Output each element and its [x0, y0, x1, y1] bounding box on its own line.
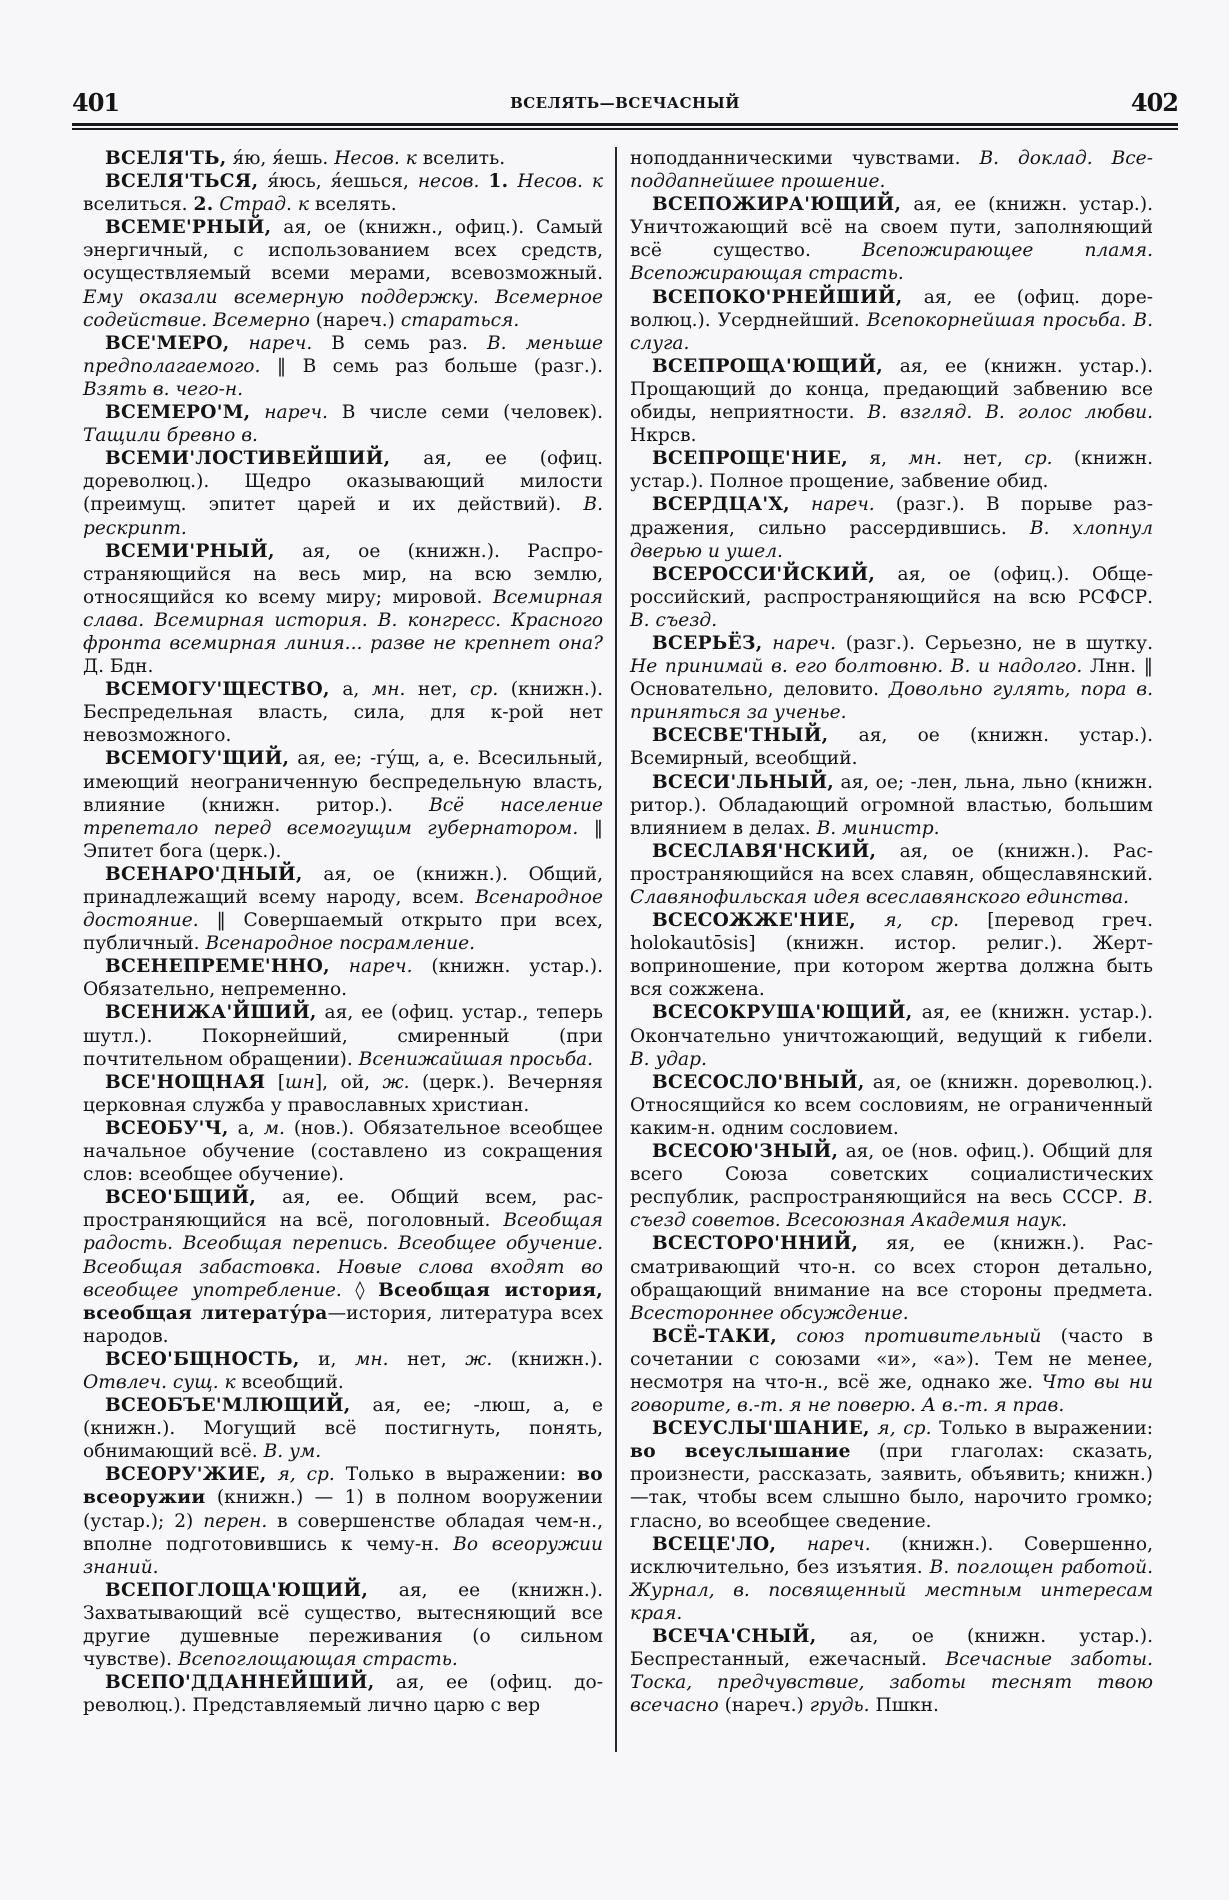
entry-italic-text: В. доклад. Всеподдапнейшее прошение.	[630, 148, 1153, 193]
entry-italic-text: В. министр.	[816, 817, 940, 839]
entry-italic-text: нареч.	[264, 402, 328, 424]
entry-bold-text: ВСЕМОГУ'ЩИЙ,	[105, 748, 290, 770]
entry-text: Д. Бдн.	[83, 656, 154, 678]
dictionary-entry	[630, 1140, 1153, 1232]
entry-bold-text: ВСЕЛЯ'ТЬСЯ,	[105, 171, 259, 193]
entry-bold-text: ВСЕ'НОЩНАЯ	[105, 1071, 266, 1093]
entry-text	[508, 171, 517, 192]
entry-text: ая, ее. Общий всем, распространяющийся на всё, поголовный.	[83, 1187, 603, 1232]
entry-italic-text: я, ср.	[877, 1418, 932, 1440]
dictionary-entry	[630, 1325, 1153, 1417]
entry-text: В семь раз.	[312, 332, 487, 354]
entry-text	[267, 1464, 278, 1485]
dictionary-entry	[630, 355, 1153, 447]
entry-text: (часто в сочетании с союзами «и», «а»). Тем не менее, несмотря на что-н., всё же, однако же.	[630, 1325, 1153, 1393]
entry-italic-text: нареч.	[348, 956, 413, 978]
entry-bold-text: ВСЕНАРО'ДНЫЙ,	[105, 863, 303, 885]
entry-text: ‖ В семь раз больше (разг.).	[260, 355, 603, 377]
entry-bold-text: ВСЕСОСЛО'ВНЫЙ,	[652, 1071, 865, 1093]
entry-italic-text: Всё население трепетало перед всемогущим губернатором.	[83, 794, 603, 839]
entry-text	[762, 633, 772, 654]
entry-text: (церк.). Вечерняя церковная служба у православных христиан.	[83, 1071, 603, 1116]
entry-text: —история, литература всех народов.	[83, 1302, 603, 1347]
dictionary-entry	[630, 1001, 1153, 1070]
entry-italic-text: Славянофильская идея всеславянского единства.	[630, 887, 1130, 908]
entry-text: ‖ Эпитет бога (церк.).	[83, 817, 603, 862]
entry-bold-text: ВСЕПРОЩЕ'НИЕ,	[652, 448, 849, 470]
entry-bold-text: ВСЕНЕПРЕМЕ'ННО,	[105, 956, 330, 978]
entry-text: ая, ее (книжн. устар.). Окончательно уничтожающий, ведущий к гибели.	[630, 1002, 1153, 1047]
entry-italic-text: Страд.	[219, 194, 292, 216]
entry-text	[583, 171, 592, 192]
entry-text: (книжн.) — 1) в полном вооружении (устар.); 2)	[83, 1487, 603, 1532]
entry-italic-text: нареч.	[810, 494, 875, 516]
entry-text: [перевод греч. holokautōsis] (книжн. истор. религ.). Жертвоприношение, при котором жертва должна быть вся сожжена.	[630, 910, 1153, 1001]
entry-text	[330, 956, 349, 977]
entry-italic-text: Всенародное посрамление.	[205, 933, 476, 955]
entry-italic-text: к	[405, 148, 417, 169]
entry-text: ая, ее; -гу́щ, а, е. Всесильный, имеющий неограниченную беспредельную власть, влияние (книжн. ритор.).	[83, 748, 603, 816]
entry-italic-text: Отвлеч. сущ. к	[83, 1371, 236, 1393]
dictionary-entry	[83, 863, 603, 955]
entry-text: ], ой,	[314, 1071, 383, 1093]
dictionary-entry	[83, 1186, 603, 1348]
entry-italic-text: стараться.	[400, 309, 520, 331]
entry-text: ая, ее (офиц. дореволюц.). Щедро оказывающий милости (преимущ. эпитет царей и их действий).	[83, 448, 603, 516]
entry-italic-text: Довольно гулять, пора в. приняться за ученье.	[630, 679, 1153, 724]
entry-text: (разг.). В порыве раздражения, сильно рассердившись.	[630, 494, 1153, 539]
entry-italic-text: Всенародное достояние.	[83, 887, 603, 932]
entry-italic-text: ср.	[1024, 448, 1053, 470]
entry-text	[777, 1326, 796, 1347]
entry-text: вселить.	[416, 148, 506, 169]
entry-italic-text: Не принимай в. его болтовню. В. и надолго.	[630, 656, 1083, 678]
entry-italic-text: Во всеоружии знаний.	[83, 1533, 603, 1578]
dictionary-entry	[83, 1579, 603, 1671]
entry-text: ая, ее (офиц. устар., теперь шутл.). Покорнейший, смиренный (при почтительном обращении).	[83, 1002, 603, 1070]
entry-text: [	[265, 1071, 286, 1093]
entry-text: (книжн.). Беспредельная власть, сила, для к-рой нет невозможного.	[83, 679, 603, 747]
entry-italic-text: перен.	[203, 1510, 268, 1532]
dictionary-entry	[83, 1671, 603, 1717]
entry-text: и,	[299, 1348, 355, 1370]
entry-bold-text: ВСЕМИ'РНЫЙ,	[105, 540, 275, 562]
entry-text	[230, 333, 249, 354]
entry-italic-text: Всемирная слава. Всемирная история. В. конгресс. Красного фронта всемирная линия... разве не крепнет она?	[83, 586, 603, 654]
entry-italic-text: я, ср.	[277, 1464, 335, 1486]
entry-bold-text: ВСЕО'БЩНОСТЬ,	[105, 1348, 300, 1370]
entry-italic-text: В. удар.	[630, 1048, 707, 1070]
entry-italic-text: Несов.	[517, 171, 583, 193]
entry-italic-text: ср.	[470, 679, 499, 701]
entry-bold-text: ВСЕСТОРО'ННИЙ,	[652, 1233, 859, 1255]
entry-italic-text: нареч.	[772, 632, 836, 654]
entry-text: ая, ее; -люш, а, е (книжн.). Могущий всё постигнуть, понять, обнимающий всё.	[83, 1395, 603, 1463]
entry-bold-text: ВСЕПО'ДДАННЕЙШИЙ,	[105, 1672, 375, 1694]
entry-text: ая, ое (книжн. устар.). Всемирный, всеобщий.	[630, 725, 1153, 770]
entry-italic-text: В. съезд.	[630, 609, 718, 631]
entry-italic-text: В. хлопнул дверью и ушел.	[630, 517, 1153, 562]
entry-bold-text: ВСЕРЬЁЗ,	[652, 632, 763, 654]
dictionary-entry	[83, 332, 603, 401]
entry-text: ая, ое (книжн.). Распространяющийся на всех славян, общеславянский.	[630, 840, 1153, 885]
dictionary-entry	[83, 216, 603, 331]
entry-text: ‖ Совершаемый открыто при всех, публичный.	[83, 910, 603, 955]
dictionary-entry	[630, 840, 1153, 909]
entry-text: вселиться.	[83, 194, 194, 216]
entry-italic-text: к	[591, 171, 603, 193]
entry-italic-text: Что вы ни говорите, в.-т. я не поверю. А в.-т. я прав.	[630, 1371, 1153, 1417]
entry-text: в совершенстве обладая чем-н., вполне подготовившись к чему-н.	[83, 1510, 603, 1555]
entry-bold-text: ВСЕ'МЕРО,	[105, 332, 230, 354]
entry-text: ая, ое (книжн. устар.). Беспрестанный, ежечасный.	[630, 1626, 1153, 1671]
entry-text: всеобщий.	[235, 1371, 344, 1393]
entry-bold-text: во всеоружии	[83, 1464, 603, 1509]
entry-italic-text: нареч.	[806, 1533, 871, 1555]
entry-text: ая, ое; -лен, льна, льно (книжн. ритор.). Обладающий огромной властью, большим влиянием в делах.	[630, 771, 1153, 839]
entry-bold-text: ВСЕСОКРУША'ЮЩИЙ,	[652, 1002, 913, 1024]
entry-bold-text: ВСЕЧА'СНЫЙ,	[652, 1626, 817, 1647]
entry-text	[776, 1534, 807, 1555]
entry-bold-text: ВСЁ-ТАКИ,	[652, 1325, 778, 1347]
dictionary-entry	[83, 678, 603, 747]
entry-italic-text: Всеобщая радость. Всеобщая перепись. Всеобщее обучение. Всеобщая забастовка. Новые слова входят во всеобщее употребление.	[83, 1210, 603, 1301]
dictionary-entry	[630, 632, 1153, 724]
entry-bold-text: ВСЕУСЛЫ'ШАНИЕ,	[652, 1418, 870, 1440]
entry-bold-text: ВСЕМЕ'РНЫЙ,	[105, 217, 272, 239]
entry-italic-text: В. ум.	[263, 1441, 322, 1463]
entry-italic-text: Ему оказали всемерную поддержку. Всемерное содействие. Всемерно	[83, 286, 603, 331]
entry-text: Только в выражении:	[931, 1418, 1153, 1440]
entry-bold-text: ВСЕМЕРО'М,	[105, 402, 251, 424]
dictionary-entry	[83, 1117, 603, 1186]
entry-italic-text: Всепожирающее пламя. Всепожирающая страсть.	[630, 240, 1153, 285]
entry-italic-text: Всенижайшая просьба.	[358, 1048, 594, 1070]
entry-text: Нкрсв.	[630, 425, 697, 447]
entry-text	[790, 494, 811, 515]
running-title: ВСЕЛЯТЬ—ВСЕЧАСНЫЙ	[510, 94, 740, 112]
dictionary-entry	[83, 1071, 603, 1117]
entry-bold-text: ВСЕМОГУ'ЩЕСТВО,	[105, 679, 330, 701]
entry-bold-text: ВСЕПОГЛОЩА'ЮЩИЙ,	[105, 1579, 369, 1601]
entry-text: (нареч.)	[718, 1695, 810, 1717]
entry-text: ая, ое (книжн., офиц.). Самый энергичный, с использованием всех средств, осуществляемый всеми мерами, всевозможный.	[83, 217, 603, 285]
dictionary-entry	[83, 1001, 603, 1070]
dictionary-entry	[630, 147, 1153, 193]
dictionary-entry	[83, 1348, 603, 1394]
entry-text: (книжн.). Совершенно, исключительно, без изъятия.	[630, 1533, 1153, 1578]
entry-text: ая, ее (книжн. устар.). Прощающий до конца, предающий забвению все обиды, неприятности.	[630, 355, 1153, 424]
entry-bold-text: ВСЕЛЯ'ТЬ,	[105, 148, 227, 169]
dictionary-entry	[83, 401, 603, 447]
entry-bold-text: ВСЕПОЖИРА'ЮЩИЙ,	[652, 194, 902, 216]
entry-italic-text: Всепоглощающая страсть.	[177, 1649, 458, 1671]
entry-text: ая, ое (нов. офиц.). Общий для всего Союза советских социалистических республик, распространяющийся на весь СССР.	[630, 1141, 1153, 1209]
entry-bold-text: 1.	[488, 171, 509, 193]
entry-text: я,	[848, 448, 909, 470]
entry-bold-text: ВСЕСВЕ'ТНЫЙ,	[652, 725, 829, 747]
header-rule-thin	[72, 128, 1178, 130]
entry-italic-text: союз противительный	[796, 1325, 1042, 1347]
entry-text	[250, 402, 264, 423]
entry-text: нет,	[405, 679, 471, 701]
entry-text: ая, ее (книжн.). Захватывающий всё существо, вытесняющий все другие душевные переживания (о сильном чувстве).	[83, 1579, 603, 1671]
entry-italic-text: мн.	[908, 448, 942, 470]
entry-text: ая, ее (офиц. дореволюц.). Представляемый лично царю с вер	[83, 1672, 603, 1717]
entry-text: (книжн. устар.). Обязательно, непременно.	[83, 956, 603, 1001]
dictionary-entry	[630, 1232, 1153, 1324]
entry-text: (нов.). Обязательное всеобщее начальное обучение (составлено из сокращения слов: всеобщее обучение).	[83, 1117, 603, 1186]
entry-text: (книжн.).	[492, 1348, 603, 1370]
entry-italic-text: я, ср.	[884, 910, 959, 932]
entry-italic-text: В. рескрипт.	[83, 494, 603, 539]
entry-bold-text: ВСЕО'БЩИЙ,	[105, 1187, 257, 1209]
entry-italic-text: Тащили бревно в.	[83, 425, 258, 447]
dictionary-entry	[83, 540, 603, 679]
dictionary-entry	[83, 147, 603, 170]
dictionary-entry	[83, 1463, 603, 1578]
entry-bold-text: ВСЕРДЦА'Х,	[652, 494, 790, 516]
entry-italic-text: мн.	[354, 1348, 389, 1370]
dictionary-entry	[630, 493, 1153, 562]
entry-italic-text: В. меньше предполагаемого.	[83, 332, 603, 377]
entry-italic-text: нареч.	[248, 332, 313, 354]
dictionary-entry	[83, 447, 603, 539]
entry-italic-text: Всепокорнейшая просьба. В. слуга.	[630, 309, 1153, 354]
dictionary-entry	[630, 286, 1153, 355]
entry-text: (нареч.)	[309, 309, 401, 331]
entry-text: вселять.	[308, 194, 397, 216]
entry-bold-text: ВСЕСОЮ'ЗНЫЙ,	[652, 1141, 839, 1163]
entry-italic-text: мн.	[371, 679, 406, 701]
left-column	[83, 147, 603, 1717]
entry-text: ая, ое (книжн. дореволюц.). Относящийся ко всем сословиям, не ограниченный каким-н. одним сословием.	[630, 1071, 1153, 1139]
entry-bold-text: ВСЕСИ'ЛЬНЫЙ,	[652, 771, 835, 793]
right-column	[630, 147, 1153, 1717]
entry-italic-text: В. взгляд. В. голос любви.	[867, 402, 1153, 424]
entry-bold-text: ВСЕПОКО'РНЕЙШИЙ,	[652, 286, 903, 308]
entry-bold-text: Всеобщая история, всеобщая литерату́ра	[83, 1279, 604, 1324]
entry-text: ая, ое (книжн.). Общий, принадлежащий всему народу, всем.	[83, 863, 603, 908]
page-number-left: 401	[72, 88, 120, 117]
dictionary-entry	[630, 1533, 1153, 1625]
entry-italic-text: ж.	[382, 1071, 410, 1093]
entry-text: яя, ее (книжн.). Рассматривающий что-н. со всех сторон детально, обращающий внимание на все стороны предмета.	[630, 1233, 1153, 1301]
entry-italic-text: В. поглощен работой. Журнал, в. посвященный местным интересам края.	[630, 1556, 1153, 1624]
entry-text: я́ю, я́ешь.	[226, 148, 335, 169]
entry-text: нет,	[941, 448, 1025, 470]
page-number-right: 402	[1130, 88, 1178, 117]
entry-italic-text: ж.	[465, 1348, 493, 1370]
entry-bold-text: ВСЕОБУ'Ч,	[105, 1117, 229, 1139]
dictionary-entry	[83, 747, 603, 862]
entry-italic-text: Несов.	[334, 148, 400, 169]
entry-italic-text: шн	[285, 1071, 315, 1093]
dictionary-entry	[630, 447, 1153, 493]
entry-text: В числе семи (человек).	[327, 402, 603, 424]
dictionary-entry	[630, 771, 1153, 840]
entry-bold-text: ВСЕСОЖЖЕ'НИЕ,	[652, 910, 857, 932]
entry-text: Пшкн.	[869, 1695, 939, 1717]
entry-text: (при глаголах: сказать, произнести, рассказать, заявить, объявить; книжн.)—так, чтобы всем слышно было, нарочито громко; гласно, во всеобщее сведение.	[630, 1441, 1153, 1532]
entry-bold-text: ВСЕМИ'ЛОСТИВЕЙШИЙ,	[105, 448, 391, 470]
entry-text: ◊	[341, 1279, 379, 1301]
dictionary-entry	[630, 1625, 1153, 1717]
dictionary-entry	[630, 1071, 1153, 1140]
entry-text: ая, ое (офиц.). Общероссийский, распространяющийся на всю РСФСР.	[630, 563, 1153, 608]
entry-text	[856, 910, 884, 931]
entry-bold-text: ВСЕРОССИ'ЙСКИЙ,	[652, 563, 876, 585]
entry-bold-text: 2.	[193, 194, 214, 216]
entry-bold-text: ВСЕОБЪЕ'МЛЮЩИЙ,	[105, 1395, 351, 1417]
header-rule-thick	[72, 123, 1178, 126]
entry-text: (разг.). Серьезно, не в шутку.	[836, 632, 1153, 654]
entry-bold-text: ВСЕПРОЩА'ЮЩИЙ,	[652, 355, 884, 377]
entry-bold-text: во всеуслышание	[630, 1441, 851, 1463]
entry-italic-text: Всестороннее обсуждение.	[630, 1302, 909, 1324]
entry-italic-text: несов.	[417, 171, 480, 193]
column-divider	[615, 147, 617, 1752]
entry-text: Лнн. ‖ Основательно, деловито.	[630, 656, 1153, 701]
dictionary-entry	[630, 1417, 1153, 1532]
entry-bold-text: ВСЕОРУ'ЖИЕ,	[105, 1464, 267, 1486]
entry-text: ая, ее (офиц. дореволюц.). Усерднейший.	[630, 286, 1153, 331]
entry-italic-text: Всечасные заботы. Тоска, предчувствие, заботы теснят твою всечасно	[630, 1649, 1153, 1717]
entry-italic-text: Взять в. чего-н.	[83, 378, 244, 400]
dictionary-entry	[83, 1394, 603, 1463]
entry-bold-text: ВСЕСЛАВЯ'НСКИЙ,	[652, 840, 877, 862]
dictionary-entry	[630, 563, 1153, 632]
dictionary-entry	[83, 170, 603, 216]
entry-bold-text: ВСЕЦЕ'ЛО,	[652, 1533, 777, 1555]
entry-text: а,	[228, 1117, 264, 1139]
dictionary-entry	[630, 909, 1153, 1001]
entry-italic-text: В. съезд советов. Всесоюзная Академия наук.	[630, 1187, 1153, 1232]
entry-italic-text: м.	[263, 1117, 285, 1139]
entry-text: ноподданническими чувствами.	[630, 148, 980, 169]
dictionary-entry	[630, 193, 1153, 285]
entry-italic-text: к	[297, 194, 309, 216]
entry-text: я́юсь, я́ешься,	[258, 171, 418, 193]
entry-text: ая, ое (книжн.). Распространяющийся на весь мир, на всю землю, относящийся ко всему миру; мировой.	[83, 540, 603, 608]
entry-text: ая, ее (книжн. устар.). Уничтожающий всё на своем пути, заполняющий всё существо.	[630, 194, 1153, 262]
entry-bold-text: ВСЕНИЖА'ЙШИЙ,	[105, 1002, 317, 1024]
dictionary-entry	[630, 724, 1153, 770]
entry-text: Только в выражении:	[334, 1464, 578, 1486]
entry-italic-text: грудь.	[809, 1695, 870, 1717]
entry-text: а,	[329, 679, 372, 701]
entry-text: нет,	[388, 1348, 466, 1370]
entry-text: (книжн. устар.). Полное прощение, забвение обид.	[630, 448, 1154, 493]
dictionary-entry	[83, 955, 603, 1001]
page-header	[72, 88, 1178, 118]
